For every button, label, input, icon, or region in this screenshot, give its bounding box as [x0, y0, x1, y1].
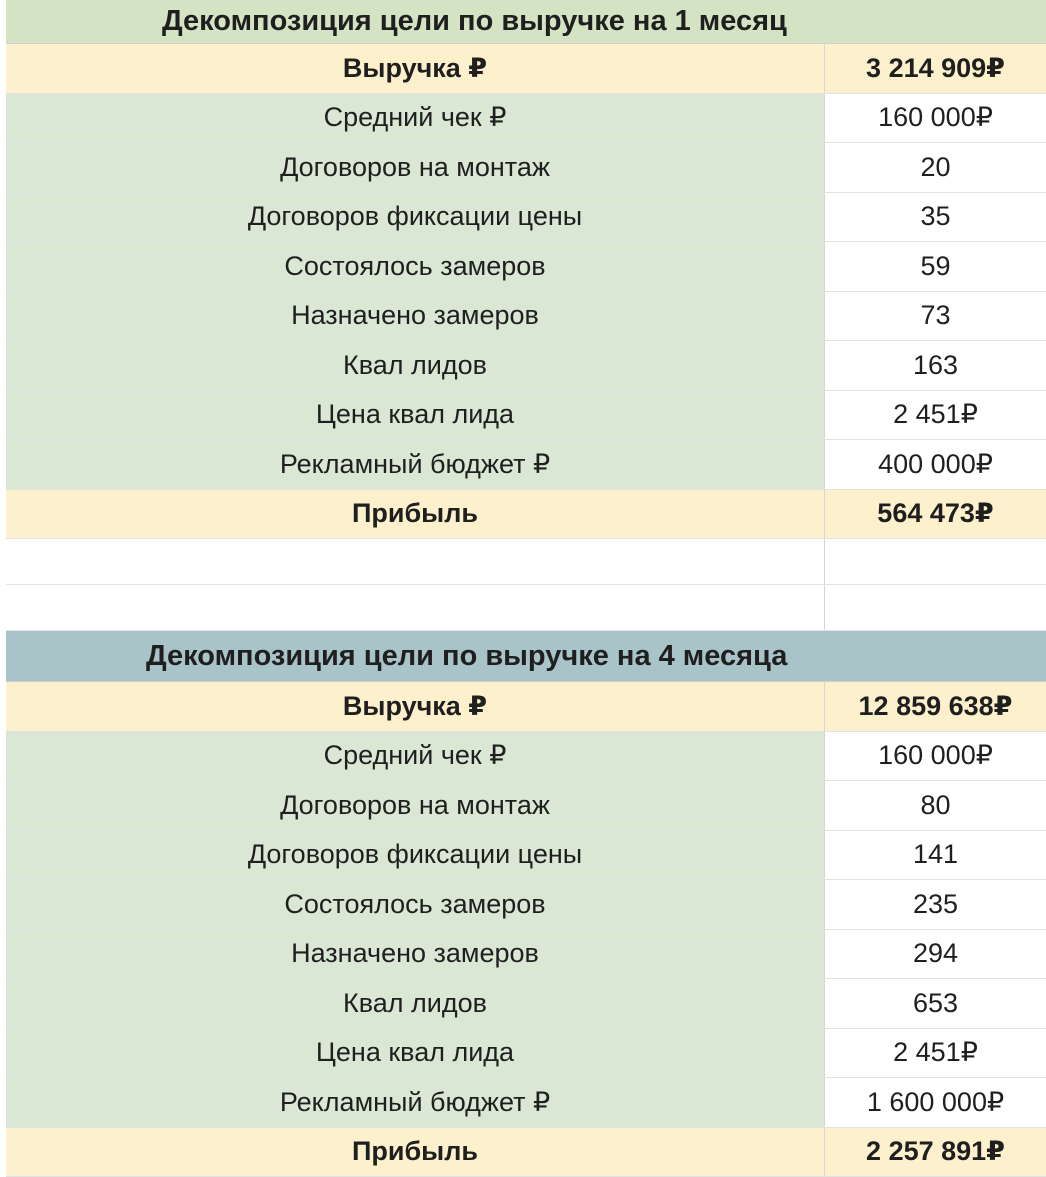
- empty-cell[interactable]: [6, 539, 825, 584]
- table2-title[interactable]: Декомпозиция цели по выручке на 4 месяца: [6, 631, 1046, 682]
- table2-row-value[interactable]: 294: [825, 930, 1046, 979]
- table2-row-value[interactable]: 1 600 000₽: [825, 1078, 1046, 1127]
- table-row: [6, 930, 1046, 980]
- table-row: [6, 391, 1046, 441]
- table-row: [6, 94, 1046, 144]
- table1-row-value[interactable]: 35: [825, 193, 1046, 242]
- table2-row-value[interactable]: 2 451₽: [825, 1029, 1046, 1078]
- table1-title[interactable]: Декомпозиция цели по выручке на 1 месяц: [6, 0, 1046, 44]
- table1-profit-label[interactable]: Прибыль: [6, 490, 825, 539]
- table1-row-label[interactable]: Квал лидов: [6, 341, 825, 390]
- table1-revenue-row: [6, 44, 1046, 94]
- table1-row-value[interactable]: 400 000₽: [825, 440, 1046, 489]
- table-row: [6, 880, 1046, 930]
- empty-cell[interactable]: [6, 585, 825, 630]
- table2-revenue-value[interactable]: 12 859 638₽: [825, 682, 1046, 731]
- table2-row-label[interactable]: Цена квал лида: [6, 1029, 825, 1078]
- table2-row-label[interactable]: Рекламный бюджет ₽: [6, 1078, 825, 1127]
- table1-row-value[interactable]: 20: [825, 143, 1046, 192]
- table2-row-label[interactable]: Договоров фиксации цены: [6, 831, 825, 880]
- table2-profit-value[interactable]: 2 257 891₽: [825, 1128, 1046, 1177]
- table2-row-value[interactable]: 141: [825, 831, 1046, 880]
- table2-revenue-label[interactable]: Выручка ₽: [6, 682, 825, 731]
- table1-row-value[interactable]: 73: [825, 292, 1046, 341]
- table-row: [6, 341, 1046, 391]
- table1-row-value[interactable]: 59: [825, 242, 1046, 291]
- table1-row-label[interactable]: Состоялось замеров: [6, 242, 825, 291]
- table-row: [6, 979, 1046, 1029]
- table1-row-label[interactable]: Договоров на монтаж: [6, 143, 825, 192]
- table1-row-label[interactable]: Рекламный бюджет ₽: [6, 440, 825, 489]
- empty-row: [6, 539, 1046, 585]
- empty-cell[interactable]: [825, 539, 1046, 584]
- table-row: [6, 732, 1046, 782]
- empty-row: [6, 585, 1046, 631]
- table1-row-label[interactable]: Договоров фиксации цены: [6, 193, 825, 242]
- table1-row-label[interactable]: Средний чек ₽: [6, 94, 825, 143]
- table2-revenue-row: [6, 682, 1046, 732]
- table-row: [6, 292, 1046, 342]
- table-row: [6, 193, 1046, 243]
- table-row: [6, 1078, 1046, 1128]
- table2-row-value[interactable]: 160 000₽: [825, 732, 1046, 781]
- table2-profit-label[interactable]: Прибыль: [6, 1128, 825, 1177]
- table2-row-label[interactable]: Договоров на монтаж: [6, 781, 825, 830]
- table-row: [6, 1029, 1046, 1079]
- table2-row-label[interactable]: Назначено замеров: [6, 930, 825, 979]
- table2-row-label[interactable]: Состоялось замеров: [6, 880, 825, 929]
- table1-row-value[interactable]: 160 000₽: [825, 94, 1046, 143]
- table1-row-value[interactable]: 163: [825, 341, 1046, 390]
- table2-row-value[interactable]: 235: [825, 880, 1046, 929]
- table2-row-label[interactable]: Квал лидов: [6, 979, 825, 1028]
- empty-cell[interactable]: [825, 585, 1046, 630]
- table1-revenue-value[interactable]: 3 214 909₽: [825, 44, 1046, 93]
- table-row: [6, 143, 1046, 193]
- table2-row-label[interactable]: Средний чек ₽: [6, 732, 825, 781]
- table1-row-label[interactable]: Цена квал лида: [6, 391, 825, 440]
- table1-row-value[interactable]: 2 451₽: [825, 391, 1046, 440]
- table1-row-label[interactable]: Назначено замеров: [6, 292, 825, 341]
- spreadsheet: [6, 0, 1046, 1177]
- table-row: [6, 440, 1046, 490]
- table-row: [6, 242, 1046, 292]
- table1-profit-value[interactable]: 564 473₽: [825, 490, 1046, 539]
- table-row: [6, 781, 1046, 831]
- table-row: [6, 831, 1046, 881]
- table2-row-value[interactable]: 653: [825, 979, 1046, 1028]
- table1-revenue-label[interactable]: Выручка ₽: [6, 44, 825, 93]
- table1-profit-row: [6, 490, 1046, 540]
- table2-profit-row: [6, 1128, 1046, 1177]
- table2-row-value[interactable]: 80: [825, 781, 1046, 830]
